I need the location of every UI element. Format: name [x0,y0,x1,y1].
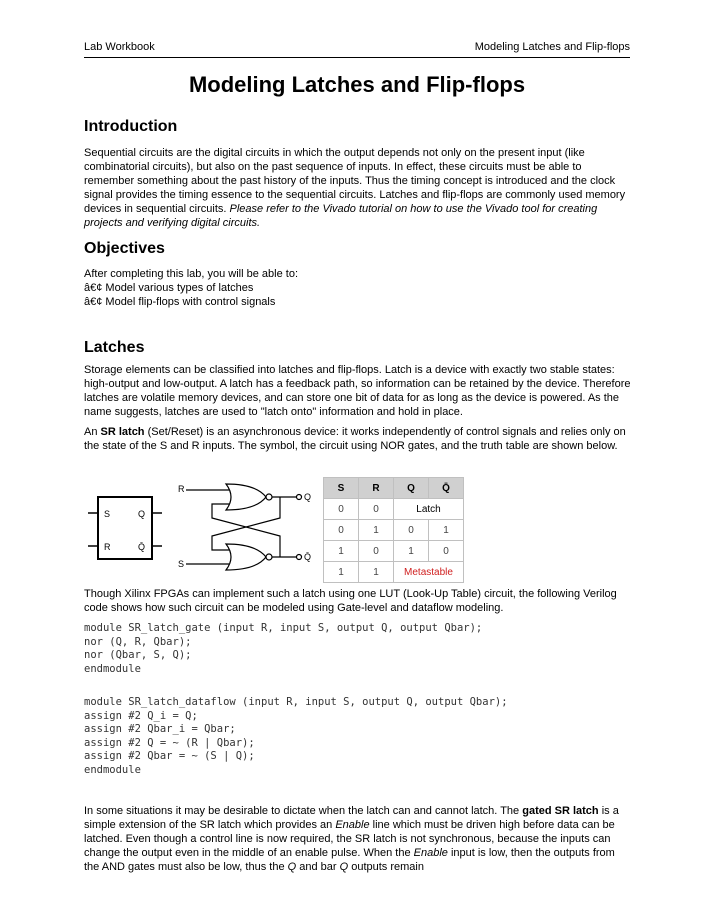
nor-gate-circuit [178,484,311,570]
svg-text:S: S [104,509,111,519]
table-row: 1 0 1 0 [324,541,464,562]
truth-table [323,477,464,583]
column-header: Q̄ [429,478,464,499]
latches-paragraph-4: In some situations it may be desirable to dictate when the latch can and cannot latch. The gated SR latch is a simple extension of the SR latch which provides an Enable line which must be driven high before data can be latched. Even though a control line is now required, the SR latch is not synchronous, because the inputs can change the output even in the middle of an enable pulse. When the Enable input is low, then the outputs from the AND gates must also be low, thus the Q and bar Q outputs remain [84,805,619,873]
header-left: Lab Workbook [84,41,155,53]
code-sr-latch-gate: module SR_latch_gate (input R, input S, output Q, output Qbar); nor (Q, R, Qbar); nor (Qbar, S, Q); endmodule [84,622,483,675]
svg-text:Q: Q [138,509,146,519]
latches-paragraph-3: Though Xilinx FPGAs can implement such a latch using one LUT (Look-Up Table) circuit, the following Verilog code shows how such circuit can be modeled using Gate-level and dataflow modeling. [84,588,617,614]
page-title: Modeling Latches and Flip-flops [188,72,526,97]
latches-paragraph-2: An SR latch (Set/Reset) is an asynchronous device: it works independently of control signals and relies only on the state of the S and R inputs. The symbol, the circuit using NOR gates, and the truth table are shown below. [84,426,626,452]
latch-cell: Latch [394,499,464,520]
table-row: 0 0 Latch [324,499,464,520]
column-header: R [359,478,394,499]
code-sr-latch-dataflow: module SR_latch_dataflow (input R, input S, output Q, output Qbar); assign #2 Q_i = Q; assign #2 Qbar_i = Qbar; assign #2 Q = ~ (R | Qbar); assign #2 Qbar = ~ (S | Q); endmodule [84,696,508,776]
column-header: Q [394,478,429,499]
sr-latch-symbol [88,497,162,559]
column-header: S [324,478,359,499]
latches-paragraph-1: Storage elements can be classified into latches and flip-flops. Latch is a device with exactly two stable states: high-output and low-output. A latch has a feedback path, so information can be retained by the device. Therefore latches are volatile memory devices, and can store one bit of data for as long as the device is powered. As the name suggests, latches are used to "latch onto" information and hold in place. [84,364,631,418]
svg-text:R: R [104,542,111,552]
intro-heading: Introduction [84,118,178,135]
svg-text:S: S [178,559,185,569]
intro-paragraph: Sequential circuits are the digital circuits in which the output depends not only on the present input (like combinatorial circuits), but also on the past sequence of inputs. In effect, these circuits must be able to remember something about the past history of the inputs. Thus the timing concept is introduced and the clock signal provides the timing essence to the sequential circuits. Latches and flip-flops are commonly used memory devices in sequential circuits. Please refer to the Vivado tutorial on how to use the Vivado tool for creating projects and verifying digital circuits. [84,147,626,229]
objective-item: â€¢ Model flip-flops with control signals [84,296,276,308]
svg-text:Q: Q [304,492,312,502]
objectives-heading: Objectives [84,240,165,257]
table-header-row [324,478,464,499]
metastable-cell: Metastable [394,562,464,583]
svg-text:Q̄: Q̄ [304,552,312,562]
objective-item: â€¢ Model various types of latches [84,282,254,294]
table-row: 1 1 Metastable [324,562,464,583]
objectives-lead: After completing this lab, you will be able to: [84,268,299,280]
table-row: 0 1 0 1 [324,520,464,541]
svg-text:Q̄: Q̄ [138,542,146,552]
latches-heading: Latches [84,339,145,356]
svg-text:R: R [178,484,185,494]
header-right: Modeling Latches and Flip-flops [474,41,630,53]
page-header [84,41,630,58]
